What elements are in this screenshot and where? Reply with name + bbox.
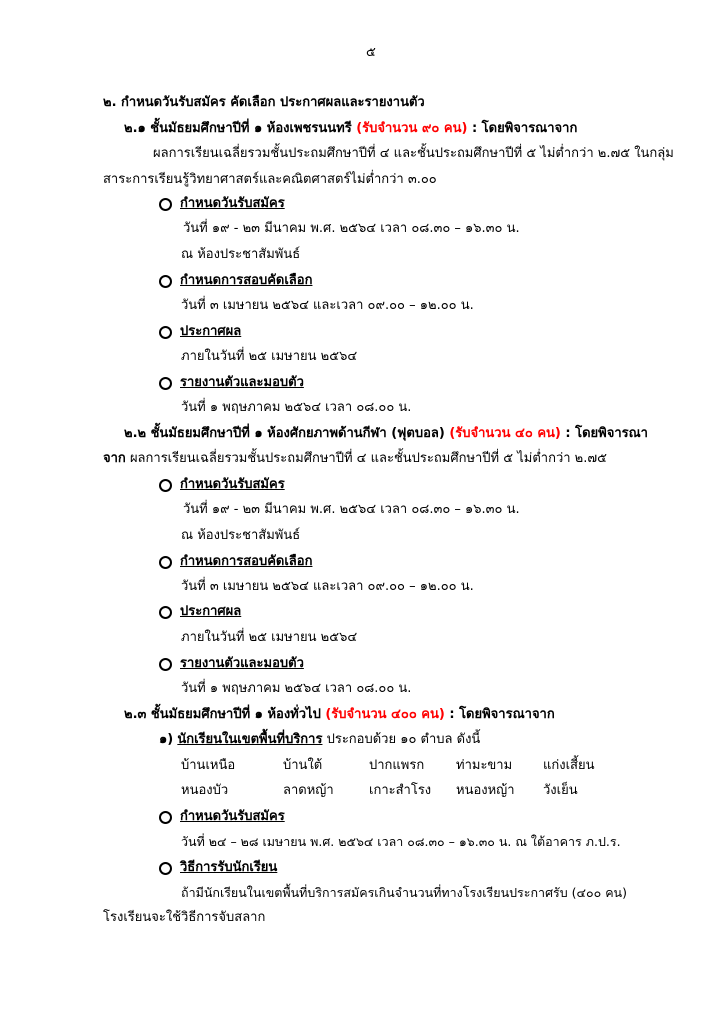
section-2-2-desc-lead: จาก: [103, 451, 126, 466]
section-2-1-desc-line1: ผลการเรียนเฉลี่ยรวมชั้นประถมศึกษาปีที่ ๔ และชั้นประถมศึกษาปีที่ ๕ ไม่ต่ำกว่า ๒.๗๕ ในกลุ่ม: [153, 146, 674, 161]
bullet-circle-icon: [159, 862, 172, 875]
section-2-3-method-line1: ถ้ามีนักเรียนในเขตพื้นที่บริการสมัครเกินจำนวนที่ทางโรงเรียนประกาศรับ (๔๐๐ คน): [181, 885, 627, 900]
section-2-3-area-line: [159, 731, 480, 749]
section-2-2-desc: [103, 450, 607, 468]
section-2-3-title: [124, 706, 555, 724]
district-name: เกาะสำโรง: [369, 783, 432, 798]
section-2-3-apply-heading: กำหนดวันรับสมัคร: [180, 809, 285, 824]
section-2-3-method-line2: โรงเรียนจะใช้วิธีการจับสลาก: [103, 910, 266, 925]
section-2-1-report-item: [159, 374, 304, 392]
section-2-1-exam-date: วันที่ ๓ เมษายน ๒๕๖๔ และเวลา ๐๙.๐๐ – ๑๒.๐๐ น.: [181, 298, 474, 313]
district-name: ปากแพรก: [369, 758, 425, 773]
district-name: ท่ามะขาม: [456, 758, 513, 773]
section-2-1-report-date: วันที่ ๑ พฤษภาคม ๒๕๖๔ เวลา ๐๘.๐๐ น.: [181, 400, 412, 415]
section-2-1-exam-item: [159, 272, 312, 290]
page-number: ๕: [366, 45, 376, 60]
section-2-1-result-date: ภายในวันที่ ๒๕ เมษายน ๒๕๖๔: [181, 349, 358, 364]
section-2-3-method-heading: วิธีการรับนักเรียน: [180, 860, 278, 875]
bullet-circle-icon: [159, 811, 172, 824]
bullet-circle-icon: [159, 377, 172, 390]
district-name: วังเย็น: [543, 783, 578, 798]
section-2-1-apply-heading: กำหนดวันรับสมัคร: [180, 196, 285, 211]
section-2-1-title-suffix: : โดยพิจารณาจาก: [471, 121, 578, 136]
section-2-2-report-item: [159, 655, 304, 673]
section-2-1-report-heading: รายงานตัวและมอบตัว: [180, 375, 304, 390]
bullet-circle-icon: [159, 556, 172, 569]
section-2-3-title-text: ๒.๓ ชั้นมัธยมศึกษาปีที่ ๑ ห้องทั่วไป: [124, 707, 321, 722]
district-name: บ้านเหนือ: [181, 758, 236, 773]
section-2-1-desc-line2: สาระการเรียนรู้วิทยาศาสตร์และคณิตศาสตร์ไม่ต่ำกว่า ๓.๐๐: [103, 172, 437, 187]
section-2-3-method-item: [159, 859, 277, 877]
section-2-2-title-text: ๒.๒ ชั้นมัธยมศึกษาปีที่ ๑ ห้องศักยภาพด้านกีฬา (ฟุตบอล): [124, 426, 445, 441]
section-2-2-result-heading: ประกาศผล: [180, 604, 242, 619]
section-2-1-title: [124, 120, 577, 138]
district-name: บ้านใต้: [283, 758, 323, 773]
section-2-1-exam-heading: กำหนดการสอบคัดเลือก: [180, 273, 313, 288]
section-2-2-desc-text: ผลการเรียนเฉลี่ยรวมชั้นประถมศึกษาปีที่ ๔ และชั้นประถมศึกษาปีที่ ๕ ไม่ต่ำกว่า ๒.๗๕: [129, 451, 608, 466]
section-2-2-quota: (รับจำนวน ๔๐ คน): [449, 426, 561, 441]
section-2-2-title: [124, 425, 648, 443]
section-2-1-title-text: ๒.๑ ชั้นมัธยมศึกษาปีที่ ๑ ห้องเพชรนนทรี: [124, 121, 352, 136]
section-2-1-quota: (รับจำนวน ๙๐ คน): [356, 121, 468, 136]
section-2-heading: ๒. กำหนดวันรับสมัคร คัดเลือก ประกาศผลและรายงานตัว: [103, 95, 425, 110]
bullet-circle-icon: [159, 658, 172, 671]
section-2-3-area-number: ๑): [159, 732, 174, 747]
district-name: ลาดหญ้า: [283, 783, 334, 798]
section-2-2-exam-date: วันที่ ๓ เมษายน ๒๕๖๔ และเวลา ๐๙.๐๐ – ๑๒.๐๐ น.: [181, 579, 474, 594]
district-name: หนองบัว: [181, 783, 229, 798]
bullet-circle-icon: [159, 606, 172, 619]
section-2-2-exam-heading: กำหนดการสอบคัดเลือก: [180, 554, 313, 569]
section-2-3-apply-date: วันที่ ๒๔ – ๒๘ เมษายน พ.ศ. ๒๕๖๔ เวลา ๐๘.๓๐ – ๑๖.๓๐ น. ณ ใต้อาคาร ภ.ป.ร.: [181, 834, 621, 849]
section-2-2-report-heading: รายงานตัวและมอบตัว: [180, 656, 304, 671]
bullet-circle-icon: [159, 326, 172, 339]
section-2-3-apply-item: [159, 808, 285, 826]
section-2-3-quota: (รับจำนวน ๔๐๐ คน): [325, 707, 445, 722]
bullet-circle-icon: [159, 275, 172, 288]
section-2-2-apply-place: ณ ห้องประชาสัมพันธ์: [181, 528, 301, 543]
section-2-2-result-item: [159, 603, 241, 621]
section-2-2-result-date: ภายในวันที่ ๒๕ เมษายน ๒๕๖๔: [181, 630, 358, 645]
district-name: แก่งเสี้ยน: [543, 758, 595, 773]
section-2-1-result-item: [159, 323, 241, 341]
section-2-3-area-heading: นักเรียนในเขตพื้นที่บริการ: [177, 732, 323, 747]
section-2-1-apply-place: ณ ห้องประชาสัมพันธ์: [181, 247, 301, 262]
district-name: หนองหญ้า: [456, 783, 515, 798]
section-2-1-apply-item: [159, 195, 285, 213]
section-2-1-result-heading: ประกาศผล: [180, 324, 242, 339]
section-2-2-exam-item: [159, 553, 312, 571]
section-2-2-apply-date: วันที่ ๑๙ - ๒๓ มีนาคม พ.ศ. ๒๕๖๔ เวลา ๐๘.๓๐ – ๑๖.๓๐ น.: [183, 502, 520, 517]
section-2-1-apply-date: วันที่ ๑๙ - ๒๓ มีนาคม พ.ศ. ๒๕๖๔ เวลา ๐๘.๓๐ – ๑๖.๓๐ น.: [183, 221, 520, 236]
section-2-2-report-date: วันที่ ๑ พฤษภาคม ๒๕๖๔ เวลา ๐๘.๐๐ น.: [181, 681, 412, 696]
section-2-2-title-suffix: : โดยพิจารณา: [565, 426, 648, 441]
section-2-2-apply-heading: กำหนดวันรับสมัคร: [180, 477, 285, 492]
bullet-circle-icon: [159, 479, 172, 492]
section-2-3-title-suffix: : โดยพิจารณาจาก: [449, 707, 555, 722]
section-2-2-apply-item: [159, 476, 285, 494]
bullet-circle-icon: [159, 198, 172, 211]
section-2-3-area-text: ประกอบด้วย ๑๐ ตำบล ดังนี้: [326, 732, 481, 747]
